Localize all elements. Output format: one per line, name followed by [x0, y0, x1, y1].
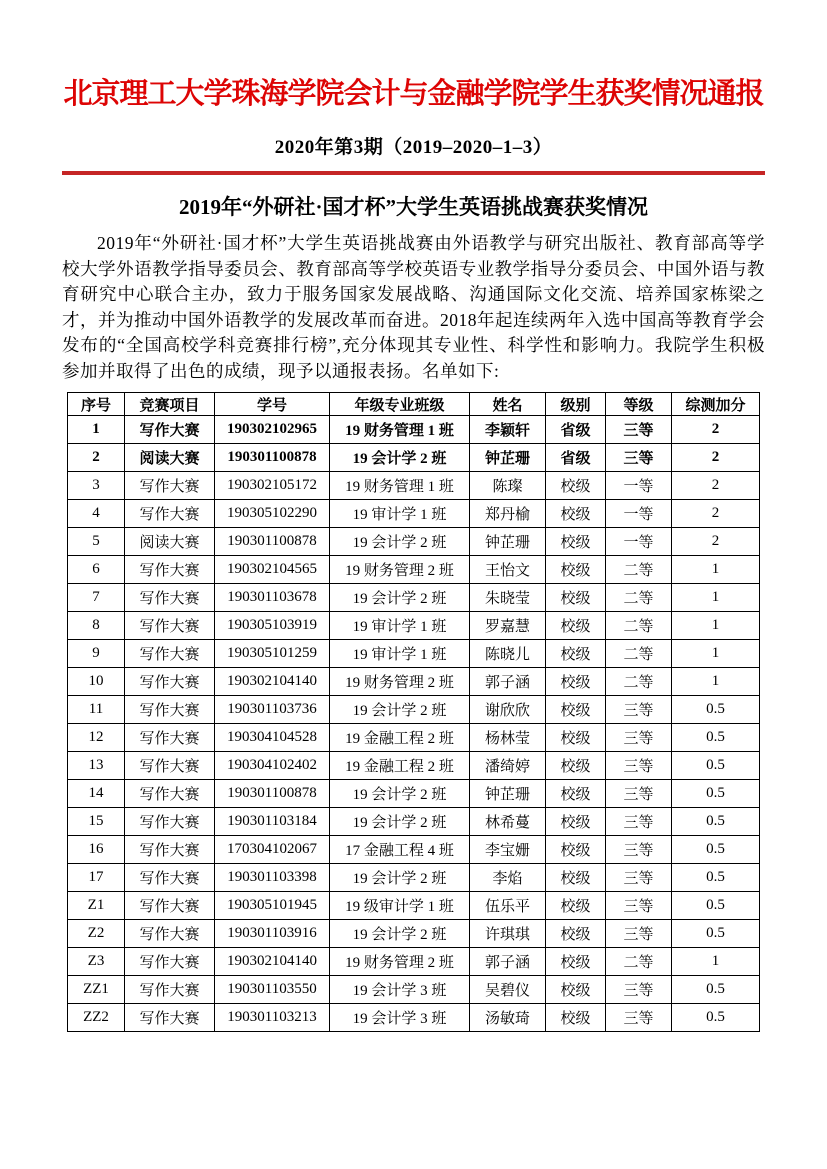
table-cell: 阅读大赛	[125, 444, 215, 472]
table-row	[68, 780, 760, 808]
table-cell: 杨林莹	[470, 724, 546, 752]
table-cell: 0.5	[672, 1004, 760, 1032]
table-cell: 1	[672, 584, 760, 612]
table-cell: 校级	[546, 948, 606, 976]
table-cell: 190301103398	[215, 864, 330, 892]
table-cell: 19 财务管理 1 班	[330, 472, 470, 500]
table-cell: 写作大赛	[125, 500, 215, 528]
table-cell: 三等	[606, 696, 672, 724]
table-cell: 1	[672, 668, 760, 696]
table-cell: 李宝姗	[470, 836, 546, 864]
table-cell: 写作大赛	[125, 780, 215, 808]
table-row	[68, 696, 760, 724]
table-cell: 三等	[606, 892, 672, 920]
table-cell: 17 金融工程 4 班	[330, 836, 470, 864]
issue-line: 2020年第3期（2019–2020–1–3）	[274, 137, 553, 159]
table-cell: 7	[68, 584, 125, 612]
table-cell: 写作大赛	[125, 416, 215, 444]
table-cell: 罗嘉慧	[470, 612, 546, 640]
table-cell: 19 会计学 3 班	[330, 1004, 470, 1032]
table-cell: Z2	[68, 920, 125, 948]
table-cell: 19 会计学 2 班	[330, 528, 470, 556]
table-row	[68, 416, 760, 444]
table-cell: 校级	[546, 920, 606, 948]
table-cell: 2	[672, 472, 760, 500]
table-cell: 1	[672, 640, 760, 668]
table-cell: 19 财务管理 2 班	[330, 948, 470, 976]
table-cell: 一等	[606, 500, 672, 528]
table-cell: 潘绮婷	[470, 752, 546, 780]
table-cell: 写作大赛	[125, 808, 215, 836]
table-cell: 郭子涵	[470, 668, 546, 696]
table-cell: 1	[672, 948, 760, 976]
table-cell: 8	[68, 612, 125, 640]
table-row	[68, 640, 760, 668]
column-header-2: 学号	[215, 393, 330, 416]
table-cell: 三等	[606, 864, 672, 892]
table-cell: 2	[68, 444, 125, 472]
table-cell: 19 审计学 1 班	[330, 612, 470, 640]
table-cell: 写作大赛	[125, 584, 215, 612]
table-row	[68, 836, 760, 864]
table-cell: 汤敏琦	[470, 1004, 546, 1032]
table-cell: 二等	[606, 668, 672, 696]
table-cell: 9	[68, 640, 125, 668]
table-cell: 写作大赛	[125, 472, 215, 500]
table-cell: 三等	[606, 752, 672, 780]
table-cell: 校级	[546, 472, 606, 500]
table-cell: 二等	[606, 948, 672, 976]
document-title: 北京理工大学珠海学院会计与金融学院学生获奖情况通报	[63, 78, 764, 110]
table-cell: 190305101259	[215, 640, 330, 668]
table-cell: 13	[68, 752, 125, 780]
table-cell: 0.5	[672, 836, 760, 864]
table-cell: 校级	[546, 724, 606, 752]
table-cell: 1	[672, 612, 760, 640]
table-cell: 3	[68, 472, 125, 500]
table-cell: 0.5	[672, 892, 760, 920]
table-cell: 190305102290	[215, 500, 330, 528]
table-cell: ZZ1	[68, 976, 125, 1004]
table-cell: 6	[68, 556, 125, 584]
table-cell: 校级	[546, 668, 606, 696]
table-cell: 三等	[606, 1004, 672, 1032]
table-cell: 0.5	[672, 920, 760, 948]
table-cell: 郭子涵	[470, 948, 546, 976]
column-header-3: 年级专业班级	[330, 393, 470, 416]
section-heading: 2019年“外研社·国才杯”大学生英语挑战赛获奖情况	[178, 195, 648, 220]
table-cell: 190302105172	[215, 472, 330, 500]
table-cell: 三等	[606, 836, 672, 864]
table-cell: 19 会计学 2 班	[330, 780, 470, 808]
table-cell: 校级	[546, 696, 606, 724]
table-cell: 谢欣欣	[470, 696, 546, 724]
table-cell: 一等	[606, 472, 672, 500]
table-cell: 170304102067	[215, 836, 330, 864]
table-cell: 0.5	[672, 780, 760, 808]
table-row	[68, 976, 760, 1004]
table-row	[68, 920, 760, 948]
table-cell: 校级	[546, 584, 606, 612]
table-cell: 三等	[606, 444, 672, 472]
table-cell: 1	[672, 556, 760, 584]
table-cell: 校级	[546, 752, 606, 780]
table-cell: 19 会计学 2 班	[330, 808, 470, 836]
table-cell: Z1	[68, 892, 125, 920]
table-cell: 19 审计学 1 班	[330, 500, 470, 528]
table-cell: 三等	[606, 416, 672, 444]
table-cell: 三等	[606, 920, 672, 948]
table-cell: 2	[672, 528, 760, 556]
table-cell: 校级	[546, 808, 606, 836]
table-cell: 14	[68, 780, 125, 808]
table-row	[68, 752, 760, 780]
table-cell: 钟芷珊	[470, 528, 546, 556]
table-cell: 0.5	[672, 752, 760, 780]
table-row	[68, 724, 760, 752]
table-cell: 19 财务管理 1 班	[330, 416, 470, 444]
column-header-6: 等级	[606, 393, 672, 416]
table-cell: 0.5	[672, 864, 760, 892]
table-cell: 校级	[546, 976, 606, 1004]
table-cell: 校级	[546, 1004, 606, 1032]
table-cell: 校级	[546, 892, 606, 920]
column-header-7: 综测加分	[672, 393, 760, 416]
table-cell: 190302104140	[215, 668, 330, 696]
table-cell: 三等	[606, 976, 672, 1004]
table-cell: 写作大赛	[125, 612, 215, 640]
table-cell: 朱晓莹	[470, 584, 546, 612]
table-cell: 19 会计学 3 班	[330, 976, 470, 1004]
table-cell: 二等	[606, 556, 672, 584]
awards-table	[67, 392, 760, 1032]
table-cell: 校级	[546, 864, 606, 892]
table-cell: 陈晓儿	[470, 640, 546, 668]
table-cell: 写作大赛	[125, 752, 215, 780]
table-cell: 三等	[606, 780, 672, 808]
table-cell: 190304104528	[215, 724, 330, 752]
table-cell: 写作大赛	[125, 668, 215, 696]
table-cell: 190301100878	[215, 528, 330, 556]
table-cell: 伍乐平	[470, 892, 546, 920]
table-cell: 校级	[546, 528, 606, 556]
table-cell: 190301100878	[215, 444, 330, 472]
table-cell: 19 审计学 1 班	[330, 640, 470, 668]
table-cell: 19 会计学 2 班	[330, 696, 470, 724]
table-cell: 190301103916	[215, 920, 330, 948]
table-cell: 19 财务管理 2 班	[330, 556, 470, 584]
table-cell: 二等	[606, 612, 672, 640]
table-cell: 写作大赛	[125, 864, 215, 892]
column-header-5: 级别	[546, 393, 606, 416]
table-cell: 林希蔓	[470, 808, 546, 836]
table-row	[68, 864, 760, 892]
table-cell: 写作大赛	[125, 556, 215, 584]
table-cell: 三等	[606, 808, 672, 836]
table-cell: 校级	[546, 556, 606, 584]
table-cell: 写作大赛	[125, 1004, 215, 1032]
table-cell: 190304102402	[215, 752, 330, 780]
table-cell: 10	[68, 668, 125, 696]
table-cell: 李焰	[470, 864, 546, 892]
table-cell: 190301103213	[215, 1004, 330, 1032]
table-cell: 省级	[546, 416, 606, 444]
awards-table-body	[68, 416, 760, 1032]
table-cell: 0.5	[672, 724, 760, 752]
table-cell: 16	[68, 836, 125, 864]
table-cell: 二等	[606, 584, 672, 612]
table-cell: 19 会计学 2 班	[330, 864, 470, 892]
table-cell: 一等	[606, 528, 672, 556]
table-cell: 郑丹榆	[470, 500, 546, 528]
table-cell: 190301103184	[215, 808, 330, 836]
table-cell: 0.5	[672, 976, 760, 1004]
table-cell: 19 财务管理 2 班	[330, 668, 470, 696]
table-cell: 校级	[546, 780, 606, 808]
table-cell: 写作大赛	[125, 640, 215, 668]
table-cell: 19 会计学 2 班	[330, 444, 470, 472]
table-cell: 李颖轩	[470, 416, 546, 444]
table-cell: 5	[68, 528, 125, 556]
table-cell: 190301100878	[215, 780, 330, 808]
table-cell: 三等	[606, 724, 672, 752]
table-cell: 190301103736	[215, 696, 330, 724]
table-row	[68, 668, 760, 696]
table-cell: 19 金融工程 2 班	[330, 724, 470, 752]
table-cell: 写作大赛	[125, 724, 215, 752]
table-cell: 190302104565	[215, 556, 330, 584]
awards-table-header	[68, 393, 760, 416]
table-cell: 吴碧仪	[470, 976, 546, 1004]
table-cell: 2	[672, 444, 760, 472]
table-cell: 19 会计学 2 班	[330, 584, 470, 612]
table-row	[68, 472, 760, 500]
table-cell: 0.5	[672, 808, 760, 836]
red-divider-rule	[62, 171, 765, 175]
table-cell: 0.5	[672, 696, 760, 724]
table-cell: 校级	[546, 612, 606, 640]
table-cell: 校级	[546, 500, 606, 528]
table-cell: 17	[68, 864, 125, 892]
table-row	[68, 528, 760, 556]
table-cell: 省级	[546, 444, 606, 472]
table-cell: 2	[672, 416, 760, 444]
table-row	[68, 808, 760, 836]
table-row	[68, 612, 760, 640]
table-row	[68, 892, 760, 920]
table-cell: 190301103550	[215, 976, 330, 1004]
table-cell: 写作大赛	[125, 920, 215, 948]
table-cell: 写作大赛	[125, 976, 215, 1004]
table-cell: 190302104140	[215, 948, 330, 976]
table-cell: 写作大赛	[125, 892, 215, 920]
table-cell: 写作大赛	[125, 836, 215, 864]
table-cell: 2	[672, 500, 760, 528]
table-cell: 写作大赛	[125, 948, 215, 976]
table-cell: 11	[68, 696, 125, 724]
table-cell: 阅读大赛	[125, 528, 215, 556]
table-row	[68, 948, 760, 976]
table-cell: 190305101945	[215, 892, 330, 920]
table-cell: 二等	[606, 640, 672, 668]
table-cell: ZZ2	[68, 1004, 125, 1032]
table-cell: 12	[68, 724, 125, 752]
table-row	[68, 584, 760, 612]
table-cell: 许琪琪	[470, 920, 546, 948]
table-cell: 15	[68, 808, 125, 836]
intro-paragraph: 2019年“外研社·国才杯”大学生英语挑战赛由外语教学与研究出版社、教育部高等学校大学外语教学指导委员会、教育部高等学校英语专业教学指导分委员会、中国外语与教育研究中心联合主办，致力于服务国家发展战略、沟通国际文化交流、培养国家栋梁之才，并为推动中国外语教学的发展改革而奋进。2018年起连续两年入选中国高等教育学会发布的“全国高校学科竞赛排行榜”,充分体现其专业性、科学性和影响力。我院学生积极参加并取得了出色的成绩，现予以通报表扬。名单如下:	[62, 233, 765, 381]
table-cell: 王怡文	[470, 556, 546, 584]
table-row	[68, 500, 760, 528]
table-cell: 钟芷珊	[470, 444, 546, 472]
table-cell: Z3	[68, 948, 125, 976]
table-cell: 19 金融工程 2 班	[330, 752, 470, 780]
table-cell: 校级	[546, 640, 606, 668]
table-row	[68, 444, 760, 472]
table-row	[68, 1004, 760, 1032]
column-header-0: 序号	[68, 393, 125, 416]
column-header-4: 姓名	[470, 393, 546, 416]
table-cell: 陈璨	[470, 472, 546, 500]
table-cell: 19 会计学 2 班	[330, 920, 470, 948]
table-cell: 钟芷珊	[470, 780, 546, 808]
table-cell: 1	[68, 416, 125, 444]
table-cell: 校级	[546, 836, 606, 864]
table-row	[68, 556, 760, 584]
table-cell: 190305103919	[215, 612, 330, 640]
table-cell: 19 级审计学 1 班	[330, 892, 470, 920]
column-header-1: 竞赛项目	[125, 393, 215, 416]
table-cell: 写作大赛	[125, 696, 215, 724]
table-cell: 190302102965	[215, 416, 330, 444]
table-header-row	[68, 393, 760, 416]
table-cell: 4	[68, 500, 125, 528]
table-cell: 190301103678	[215, 584, 330, 612]
